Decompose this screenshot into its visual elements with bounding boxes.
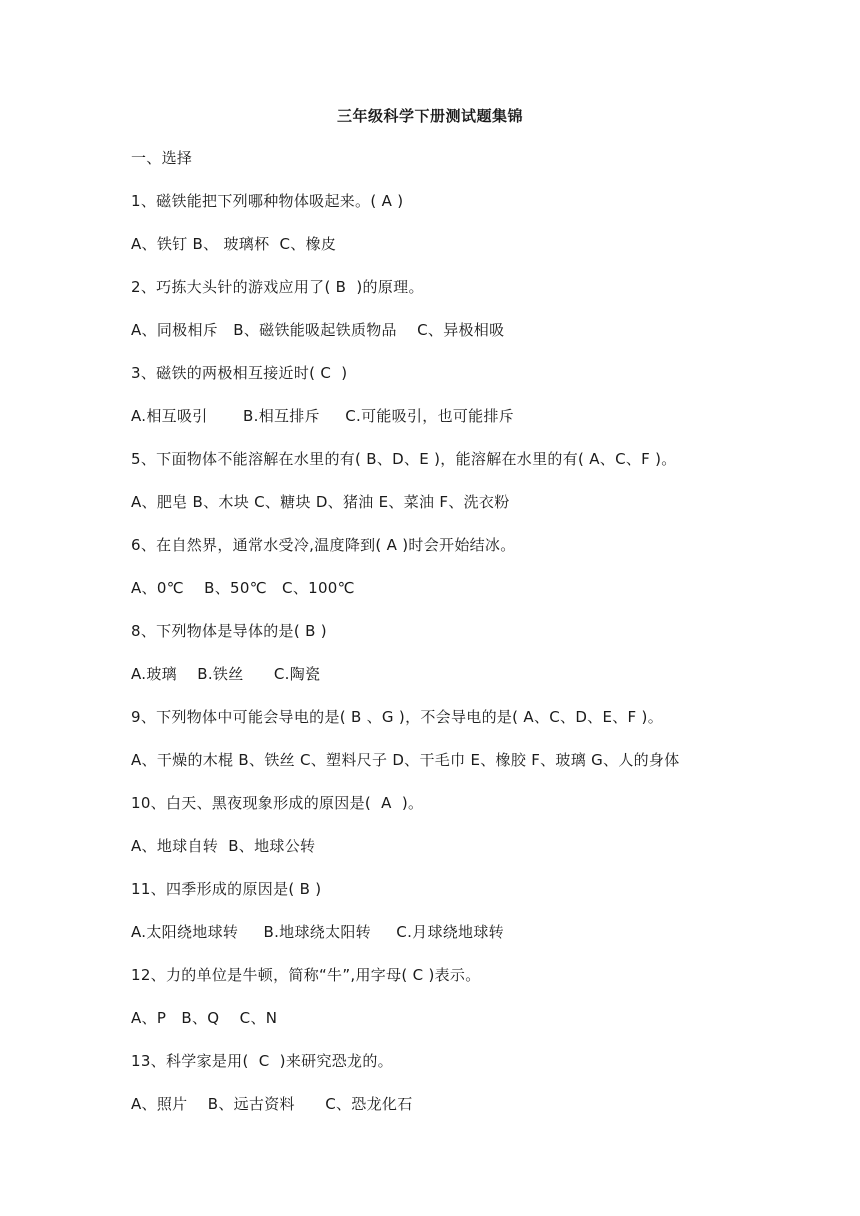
options-line: A、0℃ B、50℃ C、100℃: [131, 579, 355, 597]
options-line: A、干燥的木棍 B、铁丝 C、塑料尺子 D、干毛巾 E、橡胶 F、玻璃 G、人的身体: [131, 751, 680, 769]
question-line: 10、白天、黑夜现象形成的原因是( A )。: [131, 794, 424, 812]
question-line: 12、力的单位是牛顿，简称“牛”,用字母( C )表示。: [131, 966, 481, 984]
question-line: 8、下列物体是导体的是( B ): [131, 622, 327, 640]
question-line: 9、下列物体中可能会导电的是( B 、G )，不会导电的是( A、C、D、E、F )。: [131, 708, 663, 726]
options-line: A.玻璃 B.铁丝 C.陶瓷: [131, 665, 321, 683]
question-list: [131, 146, 841, 1135]
question-line: 13、科学家是用( C )来研究恐龙的。: [131, 1052, 393, 1070]
question-line: 1、磁铁能把下列哪种物体吸起来。( A ): [131, 192, 404, 210]
question-line: 11、四季形成的原因是( B ): [131, 880, 322, 898]
document-title: 三年级科学下册测试题集锦: [336, 107, 523, 125]
question-line: 3、磁铁的两极相互接近时( C ): [131, 364, 348, 382]
question-line: 5、下面物体不能溶解在水里的有( B、D、E )，能溶解在水里的有( A、C、F )。: [131, 450, 677, 468]
options-line: A、地球自转 B、地球公转: [131, 837, 316, 855]
question-line: 6、在自然界，通常水受冷,温度降到( A )时会开始结冰。: [131, 536, 516, 554]
options-line: A、同极相斥 B、磁铁能吸起铁质物品 C、异极相吸: [131, 321, 505, 339]
options-line: A、铁钉 B、 玻璃杯 C、橡皮: [131, 235, 337, 253]
options-line: A.相互吸引 B.相互排斥 C.可能吸引，也可能排斥: [131, 407, 515, 425]
options-line: A、肥皂 B、木块 C、糖块 D、猪油 E、菜油 F、洗衣粉: [131, 493, 510, 511]
section-heading: 一、选择: [131, 149, 193, 167]
options-line: A、照片 B、远古资料 C、恐龙化石: [131, 1095, 413, 1113]
options-line: A.太阳绕地球转 B.地球绕太阳转 C.月球绕地球转: [131, 923, 504, 941]
question-line: 2、巧拣大头针的游戏应用了( B )的原理。: [131, 278, 424, 296]
options-line: A、P B、Q C、N: [131, 1009, 278, 1027]
